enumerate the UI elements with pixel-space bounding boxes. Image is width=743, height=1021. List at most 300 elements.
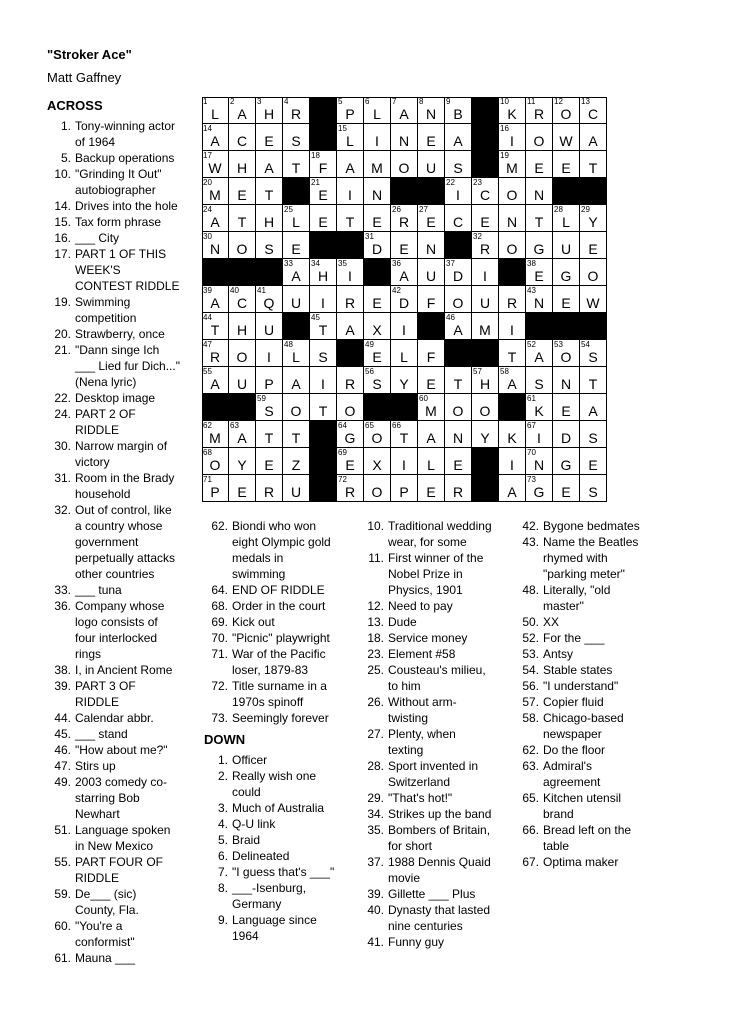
grid-cell[interactable] [553, 97, 580, 124]
clue-line: ___ tuna [75, 583, 122, 597]
clue-text [75, 678, 136, 710]
cell-number: 58 [500, 367, 509, 376]
grid-block [283, 313, 310, 340]
cell-letter: P [264, 376, 274, 392]
grid-cell[interactable] [364, 367, 391, 394]
grid-cell[interactable] [499, 340, 526, 367]
cell-letter: T [534, 214, 544, 230]
grid-cell[interactable] [445, 367, 472, 394]
grid-block [391, 178, 418, 205]
grid-cell[interactable] [202, 313, 229, 340]
clue-text [232, 768, 316, 800]
grid-cell[interactable] [391, 205, 418, 232]
clue-line: Calendar abbr. [75, 711, 154, 725]
grid-cell[interactable] [580, 394, 607, 421]
grid-cell[interactable] [202, 205, 229, 232]
grid-cell[interactable] [499, 97, 526, 124]
cell-number: 71 [203, 475, 212, 484]
clue-text [75, 854, 163, 886]
grid-cell[interactable] [229, 475, 256, 502]
clue-number: 29. [367, 791, 384, 805]
cell-letter: M [209, 430, 221, 446]
grid-cell[interactable] [391, 313, 418, 340]
grid-cell[interactable] [364, 340, 391, 367]
grid-cell[interactable] [580, 232, 607, 259]
grid-block [310, 97, 337, 124]
grid-cell[interactable] [283, 367, 310, 394]
grid-cell[interactable] [526, 97, 553, 124]
grid-block [229, 259, 256, 286]
grid-cell[interactable] [445, 97, 472, 124]
clue-line: "parking meter" [543, 567, 625, 581]
clue-line: Mauna ___ [75, 951, 136, 965]
grid-cell[interactable] [499, 178, 526, 205]
clue-text [232, 678, 327, 710]
grid-cell[interactable] [364, 151, 391, 178]
grid-cell[interactable] [391, 475, 418, 502]
grid-cell[interactable] [391, 421, 418, 448]
clue-text [543, 582, 610, 614]
grid-cell[interactable] [418, 394, 445, 421]
grid-cell[interactable] [337, 259, 364, 286]
grid-cell[interactable] [256, 97, 283, 124]
clue-text [232, 518, 331, 582]
grid-cell[interactable] [256, 205, 283, 232]
cell-letter: R [263, 484, 275, 500]
cell-number: 70 [527, 448, 536, 457]
cell-letter: R [452, 484, 464, 500]
grid-cell[interactable] [445, 178, 472, 205]
grid-cell[interactable] [256, 367, 283, 394]
grid-cell[interactable] [391, 232, 418, 259]
grid-cell[interactable] [364, 124, 391, 151]
grid-cell[interactable] [553, 124, 580, 151]
clue-line: WEEK'S [75, 263, 121, 277]
grid-cell[interactable] [283, 286, 310, 313]
grid-cell[interactable] [364, 313, 391, 340]
grid-cell[interactable] [256, 286, 283, 313]
clue-line: Much of Australia [232, 801, 325, 815]
clue-line: Title surname in a [232, 679, 327, 693]
grid-cell[interactable] [229, 232, 256, 259]
grid-cell[interactable] [580, 421, 607, 448]
grid-cell[interactable] [472, 367, 499, 394]
grid-cell[interactable] [229, 286, 256, 313]
grid-cell[interactable] [202, 124, 229, 151]
cell-letter: N [533, 295, 545, 311]
cell-letter: U [479, 295, 491, 311]
grid-cell[interactable] [364, 232, 391, 259]
grid-cell[interactable] [283, 448, 310, 475]
grid-cell[interactable] [499, 232, 526, 259]
cell-letter: N [209, 241, 221, 257]
grid-cell[interactable] [418, 232, 445, 259]
clue-line: Cousteau's milieu, [388, 663, 486, 677]
grid-cell[interactable] [310, 178, 337, 205]
grid-cell[interactable] [418, 475, 445, 502]
clue-line: Name the Beatles [543, 535, 639, 549]
grid-cell[interactable] [337, 286, 364, 313]
grid-cell[interactable] [472, 259, 499, 286]
cell-letter: A [345, 322, 355, 338]
grid-cell[interactable] [418, 367, 445, 394]
grid-cell[interactable] [526, 124, 553, 151]
clue-text [543, 790, 621, 822]
grid-cell[interactable] [283, 205, 310, 232]
cell-letter: E [561, 295, 571, 311]
grid-cell[interactable] [526, 151, 553, 178]
grid-cell[interactable] [337, 313, 364, 340]
cell-letter: O [290, 403, 302, 419]
grid-cell[interactable] [337, 367, 364, 394]
cell-letter: S [264, 241, 274, 257]
grid-cell[interactable] [202, 232, 229, 259]
clue-line: PART 1 OF THIS [75, 247, 167, 261]
grid-cell[interactable] [229, 448, 256, 475]
grid-cell[interactable] [256, 448, 283, 475]
cell-number: 44 [203, 313, 212, 322]
grid-cell[interactable] [391, 448, 418, 475]
grid-cell[interactable] [445, 124, 472, 151]
cell-number: 52 [527, 340, 536, 349]
grid-cell[interactable] [580, 448, 607, 475]
grid-cell[interactable] [337, 124, 364, 151]
clue-line: Optima maker [543, 855, 619, 869]
grid-block [472, 151, 499, 178]
clue-text [75, 582, 122, 598]
grid-cell[interactable] [553, 421, 580, 448]
puzzle-title: "Stroker Ace" [47, 47, 132, 62]
grid-cell[interactable] [229, 313, 256, 340]
cell-letter: M [371, 160, 383, 176]
grid-cell[interactable] [472, 313, 499, 340]
clue-number: 28. [367, 759, 384, 773]
grid-cell[interactable] [256, 340, 283, 367]
grid-cell[interactable] [310, 313, 337, 340]
grid-cell[interactable] [202, 151, 229, 178]
clue-text [543, 646, 573, 662]
clue-line: Strawberry, once [75, 327, 165, 341]
grid-cell[interactable] [364, 286, 391, 313]
grid-cell[interactable] [202, 475, 229, 502]
grid-cell[interactable] [256, 232, 283, 259]
grid-cell[interactable] [418, 448, 445, 475]
grid-cell[interactable] [418, 421, 445, 448]
grid-cell[interactable] [553, 475, 580, 502]
grid-cell[interactable] [229, 124, 256, 151]
grid-cell[interactable] [310, 286, 337, 313]
grid-cell[interactable] [553, 367, 580, 394]
clue-line: in New Mexico [75, 839, 154, 853]
grid-cell[interactable] [418, 205, 445, 232]
grid-cell[interactable] [499, 313, 526, 340]
grid-cell[interactable] [472, 178, 499, 205]
grid-cell[interactable] [229, 421, 256, 448]
cell-letter: E [426, 484, 436, 500]
grid-cell[interactable] [553, 394, 580, 421]
grid-cell[interactable] [229, 151, 256, 178]
grid-cell[interactable] [256, 124, 283, 151]
cell-number: 67 [527, 421, 536, 430]
grid-cell[interactable] [337, 97, 364, 124]
grid-cell[interactable] [337, 205, 364, 232]
grid-cell[interactable] [526, 232, 553, 259]
cell-letter: E [426, 133, 436, 149]
cell-letter: E [264, 133, 274, 149]
cell-letter: T [453, 376, 463, 392]
cell-letter: U [290, 295, 302, 311]
cell-letter: H [263, 214, 275, 230]
cell-letter: I [483, 268, 487, 284]
grid-cell[interactable] [364, 421, 391, 448]
grid-cell[interactable] [445, 313, 472, 340]
grid-cell[interactable] [337, 421, 364, 448]
grid-cell[interactable] [526, 178, 553, 205]
cell-number: 48 [284, 340, 293, 349]
clue-text [232, 864, 334, 880]
grid-cell[interactable] [445, 448, 472, 475]
grid-cell[interactable] [499, 151, 526, 178]
cell-letter: M [479, 322, 491, 338]
grid-cell[interactable] [391, 124, 418, 151]
grid-cell[interactable] [202, 448, 229, 475]
grid-cell[interactable] [337, 178, 364, 205]
cell-letter: K [507, 106, 517, 122]
puzzle-author: Matt Gaffney [47, 70, 122, 85]
grid-cell[interactable] [472, 421, 499, 448]
cell-letter: S [372, 376, 382, 392]
clue-text [388, 886, 475, 902]
cell-letter: T [264, 430, 274, 446]
clue-line: Order in the court [232, 599, 326, 613]
grid-cell[interactable] [337, 448, 364, 475]
grid-cell[interactable] [526, 259, 553, 286]
cell-letter: R [533, 106, 545, 122]
grid-cell[interactable] [445, 421, 472, 448]
grid-cell[interactable] [445, 286, 472, 313]
grid-cell[interactable] [418, 151, 445, 178]
cell-number: 29 [581, 205, 590, 214]
clue-line: (Nena lyric) [75, 375, 137, 389]
grid-cell[interactable] [526, 367, 553, 394]
clue-text [232, 816, 275, 832]
grid-cell[interactable] [580, 97, 607, 124]
grid-cell[interactable] [418, 286, 445, 313]
grid-cell[interactable] [526, 286, 553, 313]
cell-letter: A [399, 268, 409, 284]
grid-cell[interactable] [499, 205, 526, 232]
grid-block [472, 475, 499, 502]
grid-cell[interactable] [526, 205, 553, 232]
grid-cell[interactable] [283, 232, 310, 259]
grid-cell[interactable] [256, 151, 283, 178]
cell-number: 38 [527, 259, 536, 268]
clue-line: victory [75, 455, 110, 469]
cell-letter: O [506, 187, 518, 203]
grid-cell[interactable] [283, 340, 310, 367]
grid-cell[interactable] [526, 394, 553, 421]
grid-cell[interactable] [580, 124, 607, 151]
clue-text [75, 406, 136, 438]
grid-cell[interactable] [202, 178, 229, 205]
grid-cell[interactable] [364, 475, 391, 502]
grid-cell[interactable] [553, 340, 580, 367]
grid-cell[interactable] [202, 340, 229, 367]
cell-number: 72 [338, 475, 347, 484]
cell-number: 9 [446, 97, 451, 106]
grid-cell[interactable] [553, 205, 580, 232]
grid-cell[interactable] [499, 475, 526, 502]
cell-letter: L [292, 349, 300, 365]
cell-letter: T [210, 322, 220, 338]
clue-number: 21. [54, 343, 71, 357]
grid-cell[interactable] [256, 178, 283, 205]
grid-cell[interactable] [472, 394, 499, 421]
grid-cell[interactable] [364, 448, 391, 475]
clue-line: Nobel Prize in [388, 567, 463, 581]
grid-cell[interactable] [499, 421, 526, 448]
grid-cell[interactable] [229, 178, 256, 205]
grid-cell[interactable] [337, 475, 364, 502]
grid-cell[interactable] [391, 340, 418, 367]
grid-cell[interactable] [310, 259, 337, 286]
cell-number: 60 [419, 394, 428, 403]
clue-number: 70. [211, 631, 228, 645]
grid-cell[interactable] [391, 367, 418, 394]
cell-letter: W [208, 160, 222, 176]
grid-cell[interactable] [202, 367, 229, 394]
grid-cell[interactable] [445, 475, 472, 502]
clue-number: 55. [54, 855, 71, 869]
grid-cell[interactable] [229, 340, 256, 367]
grid-block [310, 475, 337, 502]
grid-cell[interactable] [364, 97, 391, 124]
grid-cell[interactable] [445, 259, 472, 286]
grid-cell[interactable] [553, 448, 580, 475]
grid-cell[interactable] [364, 178, 391, 205]
cell-number: 24 [203, 205, 212, 214]
grid-cell[interactable] [283, 421, 310, 448]
clue-text [543, 614, 559, 630]
clue-text [232, 614, 275, 630]
grid-cell[interactable] [256, 421, 283, 448]
cell-letter: G [560, 268, 572, 284]
grid-cell[interactable] [580, 286, 607, 313]
grid-cell[interactable] [283, 97, 310, 124]
clue-line: Really wish one [232, 769, 317, 783]
cell-letter: N [425, 241, 437, 257]
grid-cell[interactable] [418, 97, 445, 124]
grid-cell[interactable] [580, 367, 607, 394]
grid-cell[interactable] [283, 394, 310, 421]
grid-cell[interactable] [391, 97, 418, 124]
cell-letter: R [344, 376, 356, 392]
grid-cell[interactable] [256, 313, 283, 340]
grid-cell[interactable] [229, 97, 256, 124]
clue-line: XX [543, 615, 560, 629]
grid-cell[interactable] [283, 475, 310, 502]
clue-number: 71. [211, 647, 228, 661]
grid-cell[interactable] [499, 448, 526, 475]
grid-cell[interactable] [526, 340, 553, 367]
clue-line: a country whose [75, 519, 163, 533]
grid-cell[interactable] [580, 205, 607, 232]
grid-cell[interactable] [256, 394, 283, 421]
grid-cell[interactable] [499, 367, 526, 394]
grid-cell[interactable] [580, 151, 607, 178]
grid-cell[interactable] [445, 394, 472, 421]
grid-cell[interactable] [526, 475, 553, 502]
grid-cell[interactable] [580, 475, 607, 502]
grid-cell[interactable] [283, 151, 310, 178]
clue-line: PART 2 OF [75, 407, 136, 421]
grid-cell[interactable] [445, 205, 472, 232]
grid-cell[interactable] [337, 151, 364, 178]
clue-line: Seemingly forever [232, 711, 329, 725]
grid-cell[interactable] [229, 205, 256, 232]
clue-number: 43. [522, 535, 539, 549]
grid-cell[interactable] [580, 259, 607, 286]
grid-cell[interactable] [229, 367, 256, 394]
cell-letter: F [426, 349, 436, 365]
grid-cell[interactable] [418, 340, 445, 367]
grid-cell[interactable] [364, 205, 391, 232]
grid-cell[interactable] [472, 232, 499, 259]
clue-number: 12. [367, 599, 384, 613]
grid-cell[interactable] [256, 475, 283, 502]
grid-block [553, 313, 580, 340]
grid-cell[interactable] [553, 232, 580, 259]
grid-cell[interactable] [553, 286, 580, 313]
clue-line: 1964 [232, 929, 259, 943]
grid-cell[interactable] [418, 259, 445, 286]
grid-cell[interactable] [526, 448, 553, 475]
grid-cell[interactable] [202, 421, 229, 448]
grid-cell[interactable] [445, 151, 472, 178]
grid-cell[interactable] [283, 259, 310, 286]
cell-letter: E [372, 214, 382, 230]
grid-cell[interactable] [391, 286, 418, 313]
clue-line: Narrow margin of [75, 439, 168, 453]
grid-cell[interactable] [526, 421, 553, 448]
grid-cell[interactable] [553, 259, 580, 286]
grid-cell[interactable] [553, 151, 580, 178]
grid-cell[interactable] [310, 394, 337, 421]
cell-letter: F [318, 160, 328, 176]
grid-cell[interactable] [310, 151, 337, 178]
grid-cell[interactable] [580, 340, 607, 367]
cell-letter: C [236, 295, 248, 311]
grid-cell[interactable] [202, 97, 229, 124]
grid-cell[interactable] [337, 394, 364, 421]
grid-cell[interactable] [202, 286, 229, 313]
grid-cell[interactable] [472, 286, 499, 313]
grid-cell[interactable] [499, 286, 526, 313]
grid-block [283, 178, 310, 205]
grid-cell[interactable] [310, 367, 337, 394]
grid-cell[interactable] [310, 340, 337, 367]
grid-cell[interactable] [391, 151, 418, 178]
cell-letter: S [291, 133, 301, 149]
cell-number: 17 [203, 151, 212, 160]
grid-cell[interactable] [472, 205, 499, 232]
grid-cell[interactable] [310, 205, 337, 232]
grid-cell[interactable] [391, 259, 418, 286]
grid-block [553, 178, 580, 205]
grid-cell[interactable] [418, 124, 445, 151]
grid-cell[interactable] [283, 124, 310, 151]
grid-cell[interactable] [499, 124, 526, 151]
